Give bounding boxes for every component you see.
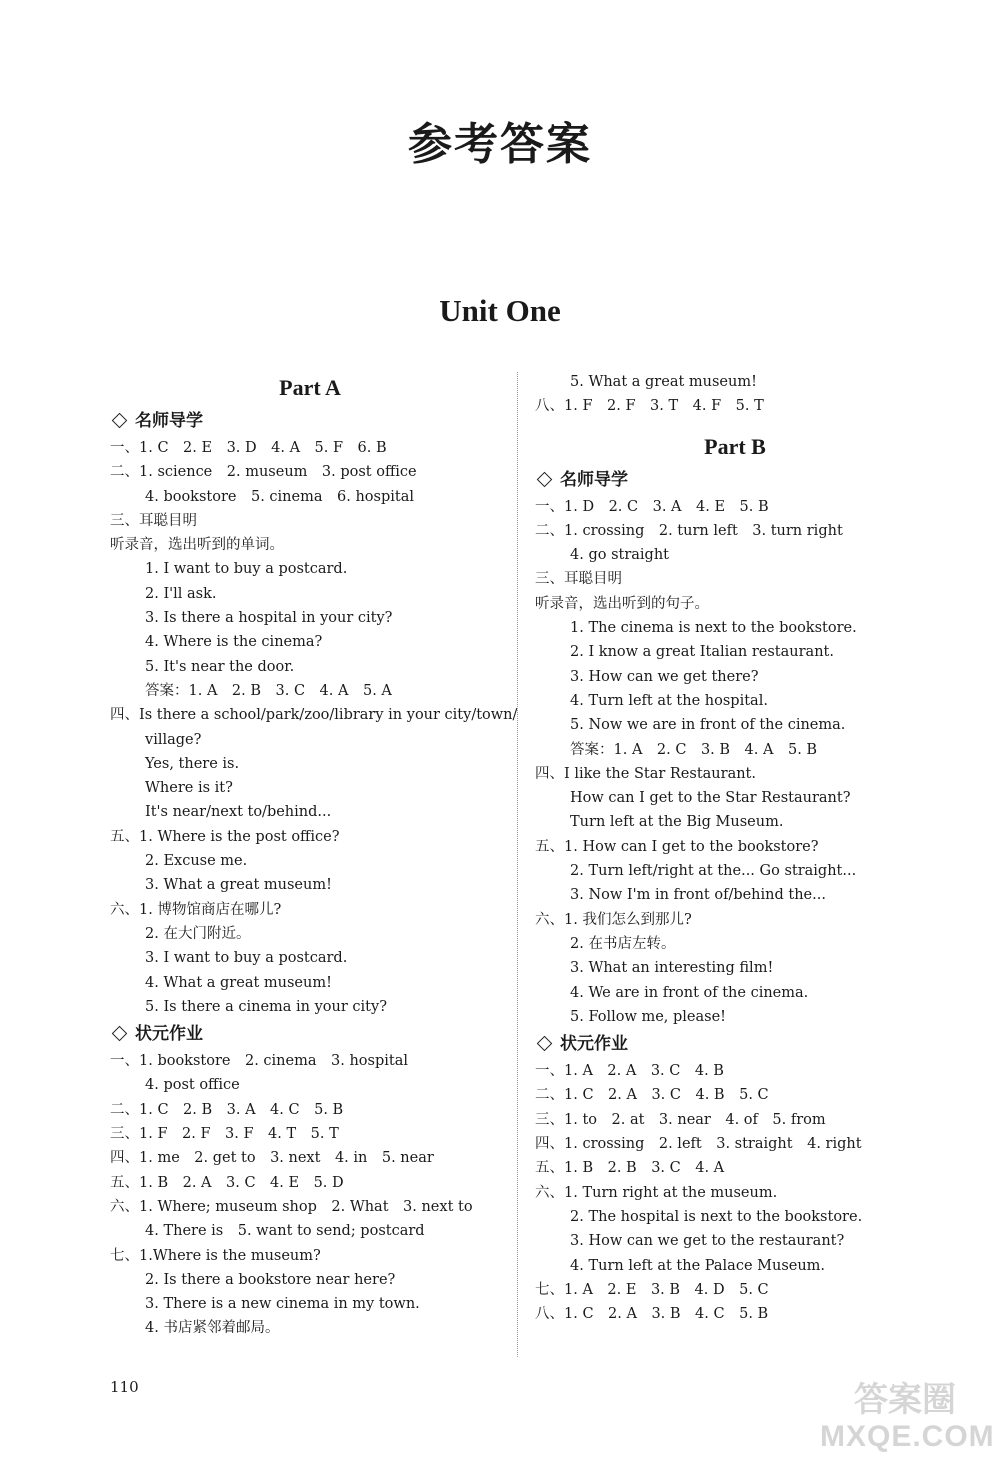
answer-line: 4. What a great museum! <box>145 974 332 991</box>
answer-line: 4. 书店紧邻着邮局。 <box>145 1320 280 1337</box>
answer-line: 5. It's near the door. <box>145 658 295 675</box>
answer-line: 五、1. B 2. B 3. C 4. A <box>535 1160 725 1177</box>
answer-line: 一、1. D 2. C 3. A 4. E 5. B <box>535 498 769 515</box>
answer-line: 五、1. Where is the post office? <box>110 828 340 845</box>
answer-line: 3. There is a new cinema in my town. <box>145 1296 420 1313</box>
answer-line: 三、耳聪目明 <box>535 571 622 588</box>
answer-line: 2. 在书店左转。 <box>570 935 676 952</box>
answer-line: 2. Excuse me. <box>145 853 248 870</box>
answer-line: 三、1. to 2. at 3. near 4. of 5. from <box>535 1111 826 1128</box>
answer-line: 3. How can we get to the restaurant? <box>570 1233 845 1250</box>
answer-line: 2. Turn left/right at the... Go straight... <box>570 863 857 880</box>
left-answer-column <box>110 370 518 1341</box>
page-number: 110 <box>110 1378 139 1396</box>
answer-line: 二、1. crossing 2. turn left 3. turn right <box>535 522 843 539</box>
answer-line: 4. Turn left at the hospital. <box>570 692 768 709</box>
answer-line: 答案：1. A 2. C 3. B 4. A 5. B <box>570 741 818 758</box>
answer-line: 七、1. A 2. E 3. B 4. D 5. C <box>535 1281 769 1298</box>
answer-line: 2. 在大门附近。 <box>145 925 251 942</box>
section-heading <box>535 465 935 495</box>
watermark-bottom-text: MXQE.COM <box>820 1420 995 1453</box>
answer-line: 3. Now I'm in front of/behind the... <box>570 887 826 904</box>
answer-line: 七、1.Where is the museum? <box>110 1247 321 1264</box>
answer-line: 四、1. crossing 2. left 3. straight 4. right <box>535 1136 862 1153</box>
answer-line: 2. I know a great Italian restaurant. <box>570 644 834 661</box>
answer-line: How can I get to the Star Restaurant? <box>570 790 851 807</box>
right-answer-column <box>535 370 935 1326</box>
answer-line: 六、1. 博物馆商店在哪儿? <box>110 901 282 918</box>
answer-line: 六、1. Turn right at the museum. <box>535 1184 778 1201</box>
answer-line: 3. What an interesting film! <box>570 960 774 977</box>
answer-line: It's near/next to/behind... <box>145 804 332 821</box>
answer-line: 三、1. F 2. F 3. F 4. T 5. T <box>110 1126 339 1143</box>
answer-line: 3. I want to buy a postcard. <box>145 950 348 967</box>
answer-line: 5. What a great museum! <box>570 374 757 390</box>
answer-line: 3. How can we get there? <box>570 668 759 685</box>
section-heading <box>110 1019 510 1049</box>
answer-line: 六、1. Where; museum shop 2. What 3. next to <box>110 1198 473 1215</box>
answer-line: 2. Is there a bookstore near here? <box>145 1271 396 1288</box>
diamond-icon <box>112 413 128 429</box>
answer-line: 4. go straight <box>570 547 669 564</box>
answer-line: 2. I'll ask. <box>145 585 217 602</box>
answer-line: 3. What a great museum! <box>145 877 332 894</box>
answer-line: 一、1. A 2. A 3. C 4. B <box>535 1063 724 1080</box>
answer-line: 2. The hospital is next to the bookstore. <box>570 1208 863 1225</box>
page-title: 参考答案 <box>408 119 592 170</box>
answer-line: 4. bookstore 5. cinema 6. hospital <box>145 488 414 505</box>
section-heading-label: 名师导学 <box>135 411 203 431</box>
section-heading-label: 状元作业 <box>135 1024 203 1045</box>
answer-line: 五、1. How can I get to the bookstore? <box>535 838 819 855</box>
section-heading-label: 状元作业 <box>560 1034 628 1055</box>
answer-line: Where is it? <box>145 780 233 797</box>
diamond-icon <box>537 1036 553 1052</box>
answer-line: 5. Is there a cinema in your city? <box>145 998 387 1015</box>
answer-line: 1. I want to buy a postcard. <box>145 561 348 578</box>
answer-line: 4. post office <box>145 1077 240 1094</box>
answer-line: 听录音，选出听到的单词。 <box>110 537 284 554</box>
section-heading <box>110 406 510 436</box>
watermark-logo <box>820 1372 995 1454</box>
unit-title: Unit One <box>439 293 561 328</box>
diamond-icon <box>537 471 553 487</box>
answer-line: Yes, there is. <box>145 755 240 772</box>
answer-line: 二、1. science 2. museum 3. post office <box>110 464 417 481</box>
section-heading-label: 名师导学 <box>560 469 628 490</box>
answer-line: 二、1. C 2. A 3. C 4. B 5. C <box>535 1087 769 1104</box>
answer-line: 三、耳聪目明 <box>110 512 197 529</box>
answer-line: 四、1. me 2. get to 3. next 4. in 5. near <box>110 1150 434 1167</box>
answer-line: 四、I like the Star Restaurant. <box>535 765 756 782</box>
answer-line: village? <box>145 731 202 748</box>
answer-line: 3. Is there a hospital in your city? <box>145 610 393 627</box>
answer-line: 一、1. C 2. E 3. D 4. A 5. F 6. B <box>110 440 387 456</box>
answer-line: Turn left at the Big Museum. <box>570 814 784 831</box>
answer-line: 五、1. B 2. A 3. C 4. E 5. D <box>110 1174 344 1191</box>
answer-line: 一、1. bookstore 2. cinema 3. hospital <box>110 1053 408 1070</box>
column-divider <box>517 372 518 1357</box>
part-heading: Part B <box>704 433 766 459</box>
section-heading <box>535 1029 935 1059</box>
answer-line: 5. Now we are in front of the cinema. <box>570 717 846 734</box>
answer-line: 四、Is there a school/park/zoo/library in your city/town/ <box>110 707 518 724</box>
answer-line: 4. Turn left at the Palace Museum. <box>570 1257 826 1274</box>
answer-line: 答案：1. A 2. B 3. C 4. A 5. A <box>145 682 392 699</box>
diamond-icon <box>112 1026 128 1042</box>
answer-line: 4. Where is the cinema? <box>145 634 323 651</box>
answer-line: 4. There is 5. want to send; postcard <box>145 1223 425 1240</box>
answer-line: 4. We are in front of the cinema. <box>570 984 809 1001</box>
answer-line: 听录音，选出听到的句子。 <box>535 595 709 612</box>
answer-line: 5. Follow me, please! <box>570 1008 727 1025</box>
answer-line: 二、1. C 2. B 3. A 4. C 5. B <box>110 1101 344 1118</box>
answer-line: 六、1. 我们怎么到那儿? <box>535 911 692 928</box>
part-heading: Part A <box>279 375 341 400</box>
spacer <box>535 419 935 429</box>
answer-line: 1. The cinema is next to the bookstore. <box>570 620 857 637</box>
watermark-top-text: 答案圈 <box>854 1380 956 1420</box>
answer-line: 八、1. C 2. A 3. B 4. C 5. B <box>535 1306 769 1323</box>
answer-line: 八、1. F 2. F 3. T 4. F 5. T <box>535 398 764 415</box>
